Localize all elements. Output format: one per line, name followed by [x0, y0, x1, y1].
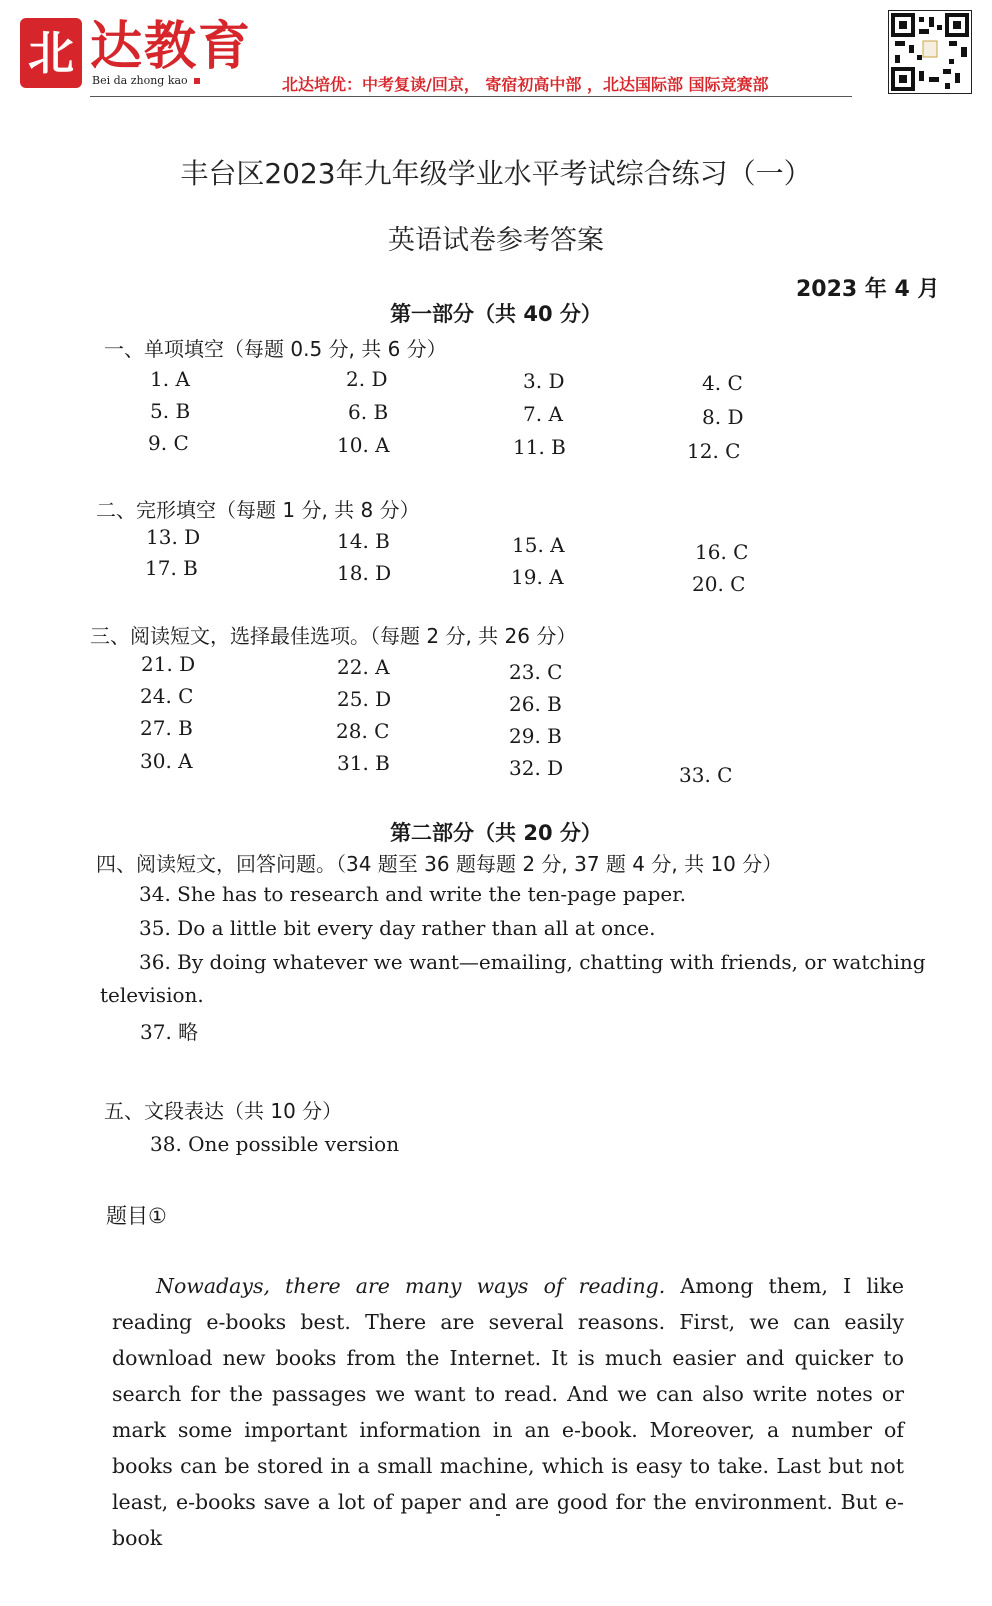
logo-mark: 北 — [20, 18, 82, 88]
answer-35: 35. Do a little bit every day rather than all at once. — [139, 916, 656, 940]
answer: 27. B — [140, 716, 193, 740]
answer: 13. D — [146, 525, 201, 549]
answer: 4. C — [702, 371, 743, 395]
answer: 9. C — [148, 431, 189, 455]
page-title: 丰台区2023年九年级学业水平考试综合练习（一） — [180, 157, 812, 190]
answer: 25. D — [337, 687, 392, 711]
answer-34: 34. She has to research and write the ten-page paper. — [139, 882, 686, 906]
answer: 6. B — [348, 400, 389, 424]
answer: 19. A — [511, 565, 564, 589]
answer: 22. A — [337, 655, 390, 679]
essay-paragraph: Nowadays, there are many ways of reading. Among them, I like reading e-books best. There are several reasons. First, we can easily download new books from the Internet. It is much easier and quicker to search for the passages we want to read. And we can also write notes or mark some important information in an e-book. Moreover, a number of books can be stored in a small machine, which is easy to take. Last but not least, e-books save a lot of paper and are good for the environment. But e-book — [112, 1274, 904, 1550]
answer: 15. A — [512, 533, 565, 557]
answer: 1. A — [150, 367, 190, 391]
answer: 2. D — [346, 367, 388, 391]
answer: 32. D — [509, 756, 564, 780]
answer: 26. B — [509, 692, 562, 716]
answer-37: 37. 略 — [140, 1020, 199, 1044]
answer: 8. D — [702, 405, 744, 429]
logo-text: 达教育 — [90, 16, 253, 77]
answer: 3. D — [523, 369, 565, 393]
section3-heading: 三、阅读短文，选择最佳选项。（每题 2 分, 共 26 分） — [90, 624, 577, 648]
qr-code-icon — [888, 10, 972, 94]
answer-38: 38. One possible version — [150, 1132, 400, 1156]
answer: 21. D — [141, 652, 196, 676]
answer: 33. C — [679, 763, 733, 787]
answer: 23. C — [509, 660, 563, 684]
answer: 11. B — [513, 435, 566, 459]
header-divider — [90, 96, 852, 97]
page-subtitle: 英语试卷参考答案 — [388, 225, 604, 256]
logo-subtitle: Bei da zhong kao — [92, 74, 200, 87]
section1-heading: 一、单项填空（每题 0.5 分, 共 6 分） — [104, 337, 447, 361]
answer: 30. A — [140, 749, 193, 773]
part2-heading: 第二部分（共 20 分） — [390, 821, 602, 845]
answer: 12. C — [687, 439, 741, 463]
answer: 29. B — [509, 724, 562, 748]
answer: 31. B — [337, 751, 390, 775]
part1-heading: 第一部分（共 40 分） — [390, 302, 602, 326]
answer: 18. D — [337, 561, 392, 585]
answer: 5. B — [150, 399, 191, 423]
answer: 7. A — [523, 402, 563, 426]
answer: 17. B — [145, 556, 198, 580]
section4-heading: 四、阅读短文，回答问题。（34 题至 36 题每题 2 分, 37 题 4 分, 共 10 分） — [96, 852, 783, 876]
answer: 24. C — [140, 684, 194, 708]
answer: 16. C — [695, 540, 749, 564]
answer: 28. C — [336, 719, 390, 743]
answer-36: 36. By doing whatever we want—emailing, chatting with friends, or watching — [139, 950, 926, 974]
section5-heading: 五、文段表达（共 10 分） — [104, 1099, 343, 1123]
answer: 14. B — [337, 529, 390, 553]
answer-36-continued: television. — [100, 983, 204, 1007]
section2-heading: 二、完形填空（每题 1 分, 共 8 分） — [96, 498, 420, 522]
answer: 20. C — [692, 572, 746, 596]
header-slogan: 北达培优：中考复读/回京， 寄宿初高中部 ，北达国际部 国际竞赛部 — [282, 75, 769, 94]
exam-date: 2023 年 4 月 — [796, 277, 940, 302]
answer: 10. A — [337, 433, 390, 457]
topic-label: 题目① — [106, 1204, 167, 1228]
page-mark — [496, 1514, 500, 1516]
